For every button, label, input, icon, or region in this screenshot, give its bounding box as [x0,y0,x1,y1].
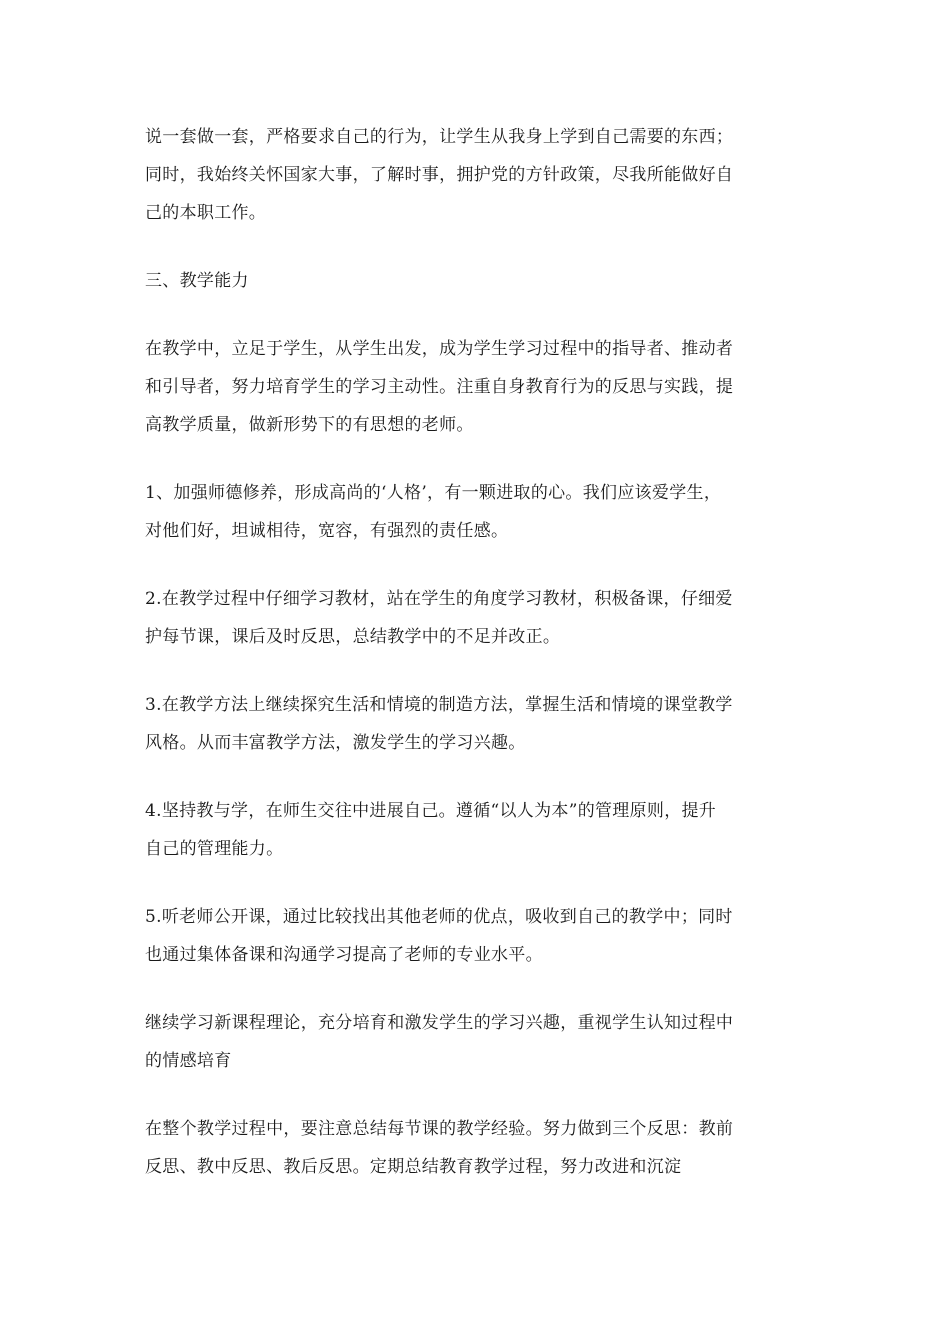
paragraph-line: 也通过集体备课和沟通学习提高了老师的专业水平。 [145,945,543,965]
paragraph-teaching-intro [145,330,805,444]
paragraph-line: 风格。从而丰富教学方法，激发学生的学习兴趣。 [145,733,526,753]
section-heading [145,262,805,300]
list-item-5 [145,898,805,974]
paragraph-line: 己的本职工作。 [145,203,267,223]
list-item-2 [145,580,805,656]
paragraph-line: 在教学中，立足于学生，从学生出发，成为学生学习过程中的指导者、推动者 [145,339,734,359]
list-item-3 [145,686,805,762]
paragraph-line: 说一套做一套，严格要求自己的行为，让学生从我身上学到自己需要的东西； [145,127,734,147]
paragraph-line: 反思、教中反思、教后反思。定期总结教育教学过程，努力改进和沉淀 [145,1157,682,1177]
paragraph-line: 护每节课，课后及时反思，总结教学中的不足并改正。 [145,627,561,647]
list-item-4 [145,792,805,868]
paragraph-curriculum [145,1004,805,1080]
paragraph-line: 1、加强师德修养，形成高尚的‘人格’，有一颗进取的心。我们应该爱学生， [145,483,722,503]
paragraph-line: 继续学习新课程理论，充分培育和激发学生的学习兴趣，重视学生认知过程中 [145,1013,734,1033]
paragraph-line: 2.在教学过程中仔细学习教材，站在学生的角度学习教材，积极备课，仔细爱 [145,589,733,609]
heading-line: 三、教学能力 [145,271,249,291]
list-item-1 [145,474,805,550]
paragraph-line: 自己的管理能力。 [145,839,284,859]
paragraph-reflection [145,1110,805,1186]
paragraph-line: 和引导者，努力培育学生的学习主动性。注重自身教育行为的反思与实践，提 [145,377,734,397]
paragraph-line: 4.坚持教与学，在师生交往中进展自己。遵循“以人为本”的管理原则，提升 [145,801,717,821]
paragraph-line: 5.听老师公开课，通过比较找出其他老师的优点，吸收到自己的教学中；同时 [145,907,733,927]
paragraph-line: 在整个教学过程中，要注意总结每节课的教学经验。努力做到三个反思：教前 [145,1119,734,1139]
paragraph-line: 同时，我始终关怀国家大事，了解时事，拥护党的方针政策，尽我所能做好自 [145,165,734,185]
paragraph-line: 的情感培育 [145,1051,232,1071]
paragraph-conduct [145,118,805,232]
paragraph-line: 高教学质量，做新形势下的有思想的老师。 [145,415,474,435]
paragraph-line: 3.在教学方法上继续探究生活和情境的制造方法，掌握生活和情境的课堂教学 [145,695,733,715]
document-body [145,118,805,1216]
paragraph-line: 对他们好，坦诚相待，宽容，有强烈的责任感。 [145,521,509,541]
